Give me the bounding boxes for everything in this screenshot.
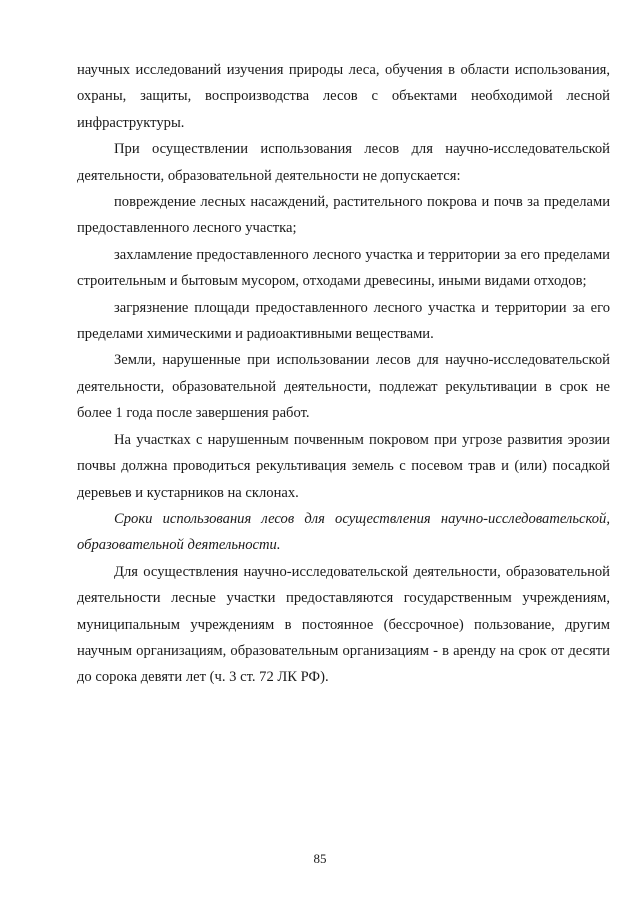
document-body	[77, 57, 610, 691]
page-number: 85	[313, 851, 327, 866]
paragraph-damage: повреждение лесных насаждений, растительного покрова и почв за пределами предоставленного лесного участка;	[77, 194, 610, 237]
paragraph-continuation: научных исследований изучения природы леса, обучения в области использования, охраны, защиты, воспроизводства лесов с объектами необходимой лесной инфраструктуры.	[77, 62, 610, 131]
paragraph-lease-terms: Для осуществления научно-исследовательской деятельности, образовательной деятельности лесные участки предоставляются государственным учреждениям, муниципальным учреждениям в постоянное (бессрочное) пользование, другим научным организациям, образовательным организациям - в аренду на срок от десяти до сорока девяти лет (ч. 3 ст. 72 ЛК РФ).	[77, 563, 610, 686]
paragraph-erosion: На участках с нарушенным почвенным покровом при угрозе развития эрозии почвы должна проводиться рекультивация земель с посевом трав и (или) посадкой деревьев и кустарников на склонах.	[77, 431, 610, 501]
paragraph-recultivation: Земли, нарушенные при использовании лесов для научно-исследовательской деятельности, образовательной деятельности, подлежат рекультивации в срок не более 1 года после завершения работ.	[77, 352, 610, 422]
paragraph-pollution: загрязнение площади предоставленного лесного участка и территории за его пределами химическими и радиоактивными веществами.	[77, 299, 610, 343]
paragraph-littering: захламление предоставленного лесного участка и территории за его пределами строительным и бытовым мусором, отходами древесины, иными видами отходов;	[77, 246, 610, 290]
section-heading-terms: Сроки использования лесов для осуществления научно-исследовательской, образовательной деятельности.	[77, 510, 610, 554]
paragraph-prohibitions-intro: При осуществлении использования лесов для научно-исследовательской деятельности, образовательной деятельности не допускается:	[77, 141, 610, 184]
